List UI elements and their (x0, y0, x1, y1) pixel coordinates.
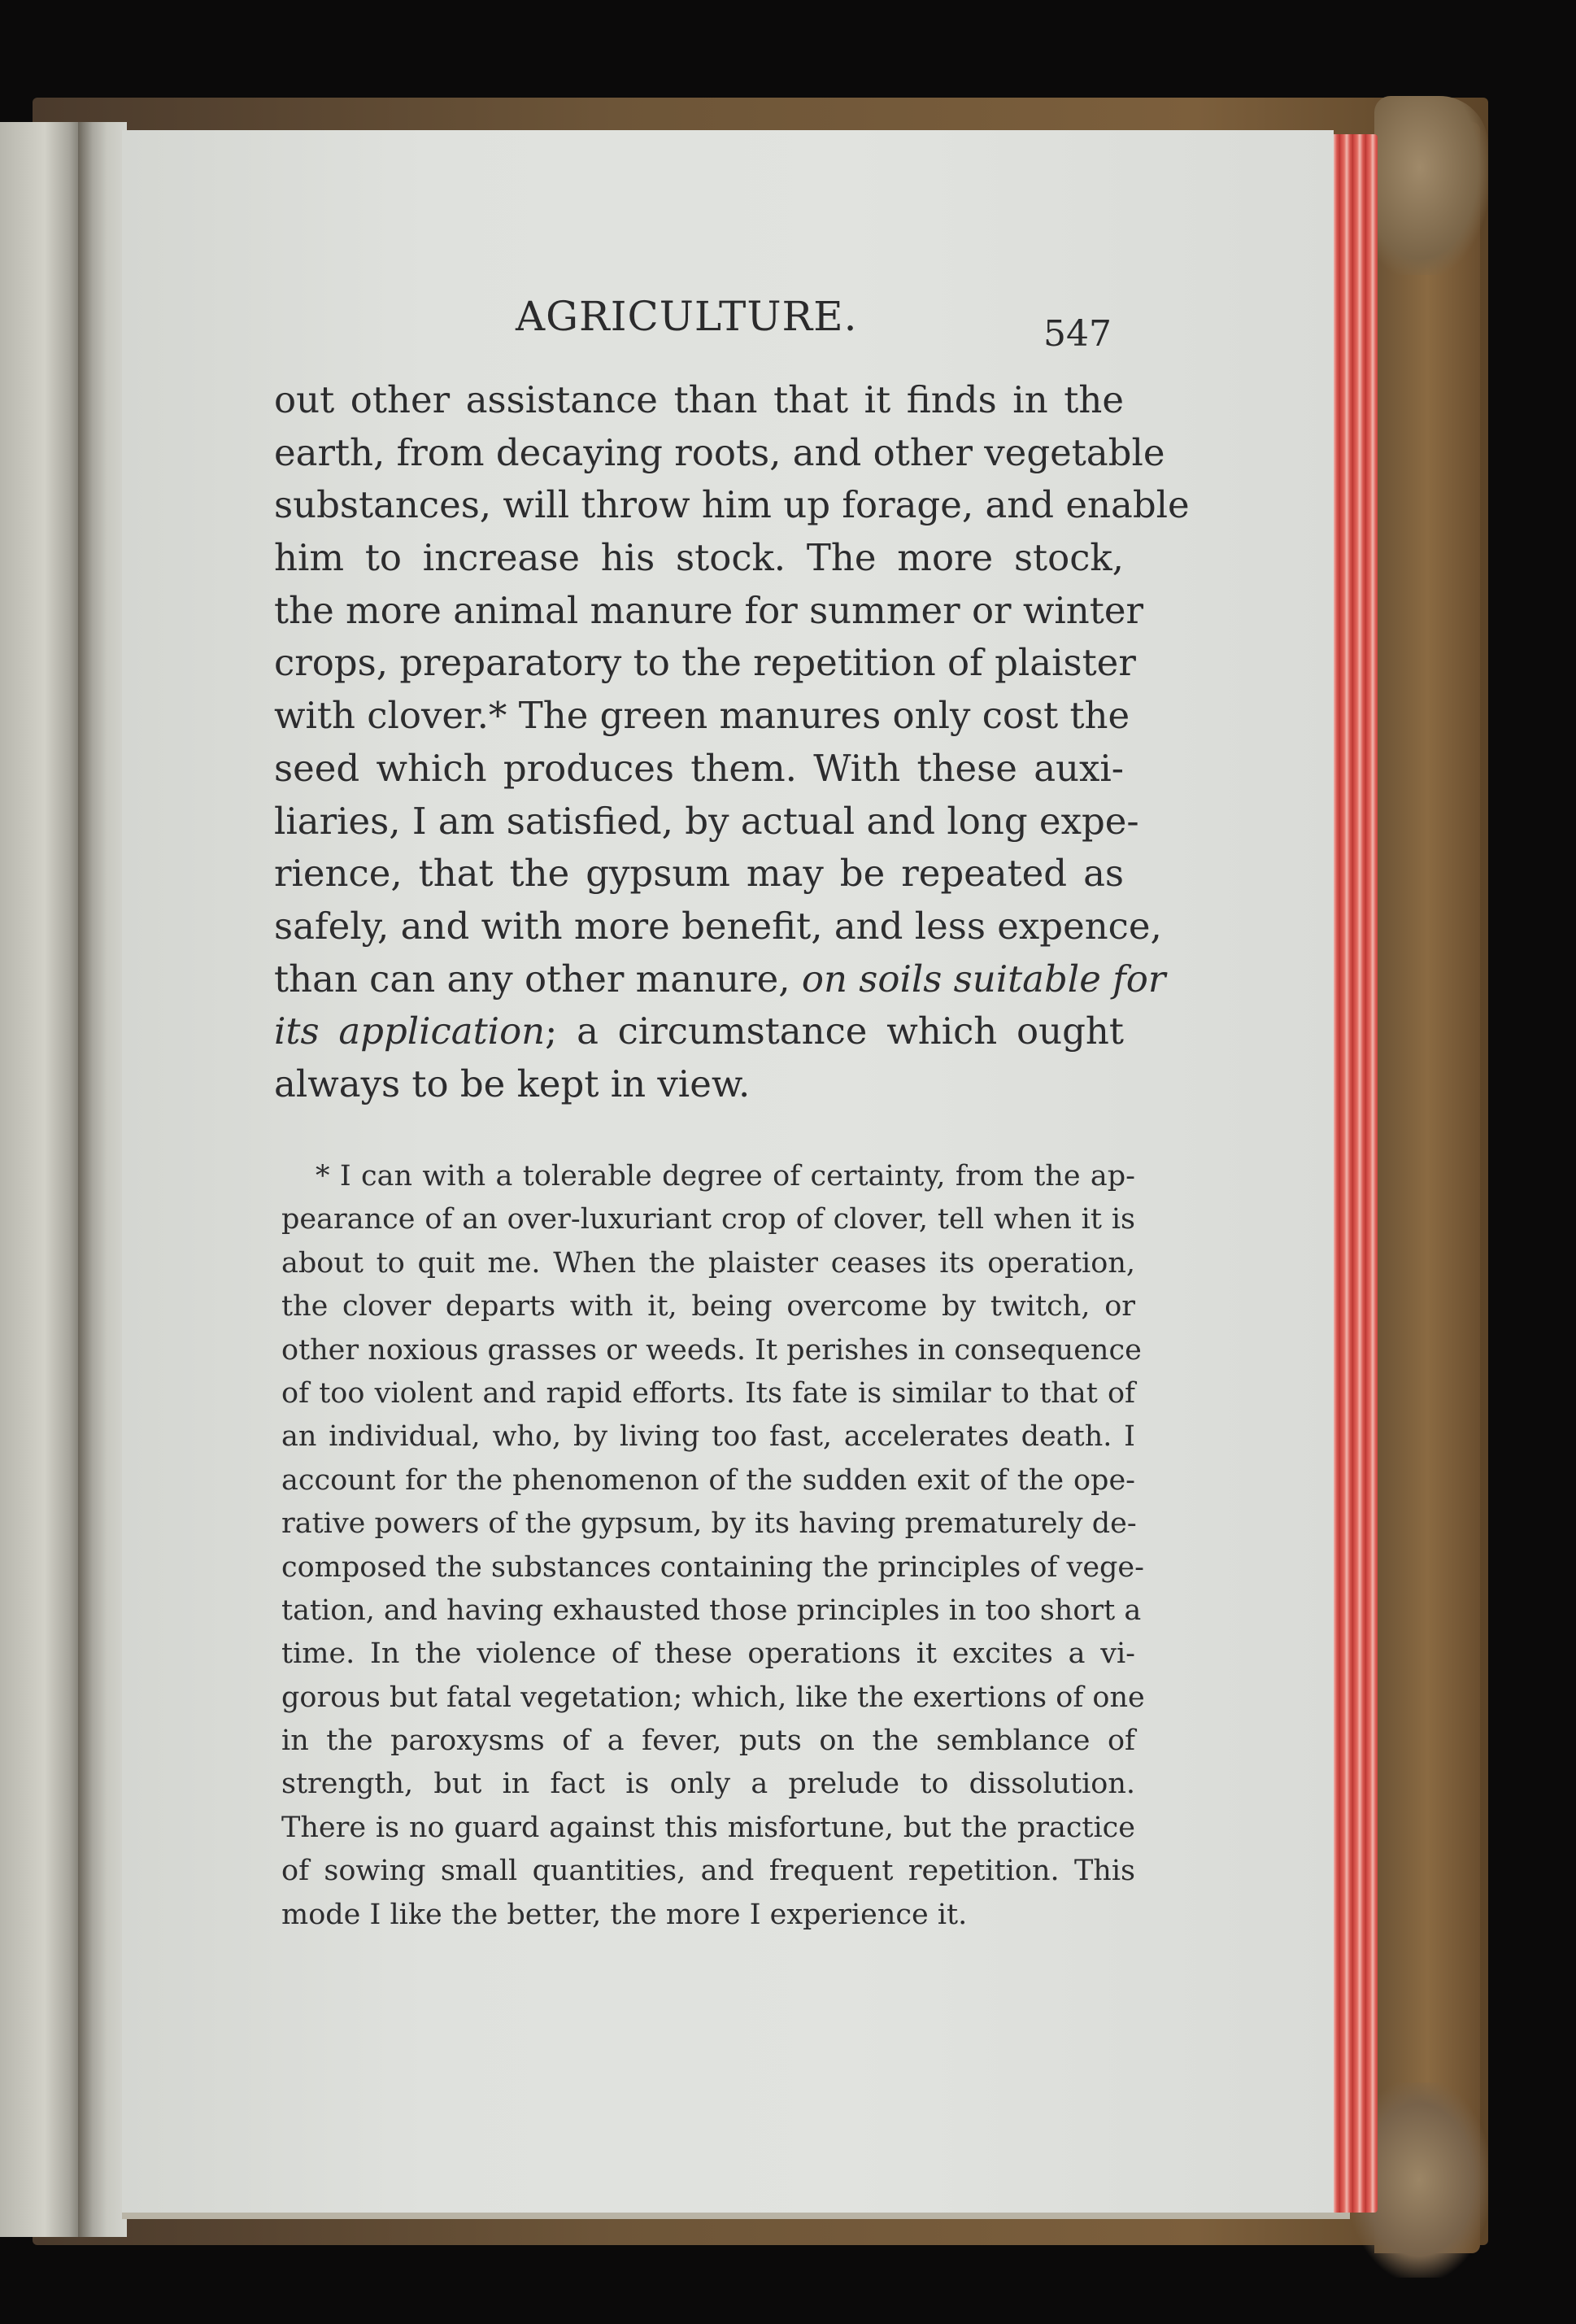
body-line: crops, preparatory to the repetition of plaister (274, 641, 1136, 685)
body-line: earth, from decaying roots, and other vegetable (274, 430, 1165, 474)
body-text (274, 374, 1190, 1111)
footnote-line: gorous but fatal vegetation; which, like the exertions of one (281, 1681, 1145, 1714)
footnote-line: strength, but in fact is only a prelude to dissolution. (281, 1768, 1135, 1801)
body-line: with clover.* The green manures only cost the (274, 694, 1130, 738)
body-line: the more animal manure for summer or winter (274, 588, 1143, 632)
book-gutter (78, 122, 127, 2237)
footnote-line: * I can with a tolerable degree of certainty, from the ap- (316, 1160, 1135, 1193)
footnote-line: of too violent and rapid efforts. Its fate is similar to that of (281, 1376, 1135, 1410)
body-line-mixed (274, 1005, 1124, 1058)
footnote (281, 1155, 1145, 1937)
red-page-edges (1327, 134, 1378, 2213)
body-line: liaries, I am satisfied, by actual and long expe- (274, 799, 1139, 843)
body-line: rience, that the gypsum may be repeated as (274, 852, 1124, 896)
cover-fore-edge (1374, 122, 1480, 2253)
body-line-mixed (274, 953, 1166, 1006)
footnote-line: mode I like the better, the more I experience it. (281, 1898, 968, 1931)
footnote-line: time. In the violence of these operations it excites a vi- (281, 1637, 1135, 1671)
footnote-line: rative powers of the gypsum, by its having prematurely de- (281, 1507, 1137, 1541)
footnote-line: an individual, who, by living too fast, accelerates death. I (281, 1420, 1135, 1454)
worn-corner-top (1374, 96, 1488, 275)
body-line: safely, and with more benefit, and less expence, (274, 904, 1162, 948)
footnote-line: about to quit me. When the plaister ceases its operation, (281, 1246, 1135, 1280)
footnote-line: of sowing small quantities, and frequent repetition. This (281, 1855, 1135, 1888)
body-line: always to be kept in view. (274, 1062, 751, 1105)
running-head: AGRICULTURE. (516, 293, 858, 340)
page-number: 547 (1043, 313, 1112, 355)
footnote-line: composed the substances containing the principles of vege- (281, 1550, 1144, 1584)
body-line-roman: ; a circumstance which ought (545, 1009, 1124, 1053)
body-line: him to increase his stock. The more stock, (274, 536, 1124, 580)
body-line: out other assistance than that it finds in the (274, 378, 1124, 421)
body-line: substances, will throw him up forage, and enable (274, 483, 1190, 527)
footnote-line: pearance of an over-luxuriant crop of clover, tell when it is (281, 1203, 1135, 1236)
footnote-line: the clover departs with it, being overcome by twitch, or (281, 1290, 1135, 1323)
footnote-line: in the paroxysms of a fever, puts on the semblance of (281, 1724, 1135, 1758)
footnote-line: tation, and having exhausted those principles in too short a (281, 1594, 1142, 1627)
left-page (0, 122, 81, 2237)
body-line-italic: its application (274, 1009, 546, 1053)
footnote-line: other noxious grasses or weeds. It perishes in consequence (281, 1333, 1142, 1367)
body-line-roman: than can any other manure, (274, 957, 790, 1001)
footnote-line: There is no guard against this misfortune, but the practice (281, 1811, 1135, 1844)
body-line-italic: on soils suitable for (801, 957, 1166, 1001)
footnote-line: account for the phenomenon of the sudden exit of the ope- (281, 1463, 1135, 1497)
body-line: seed which produces them. With these auxi- (274, 746, 1124, 790)
